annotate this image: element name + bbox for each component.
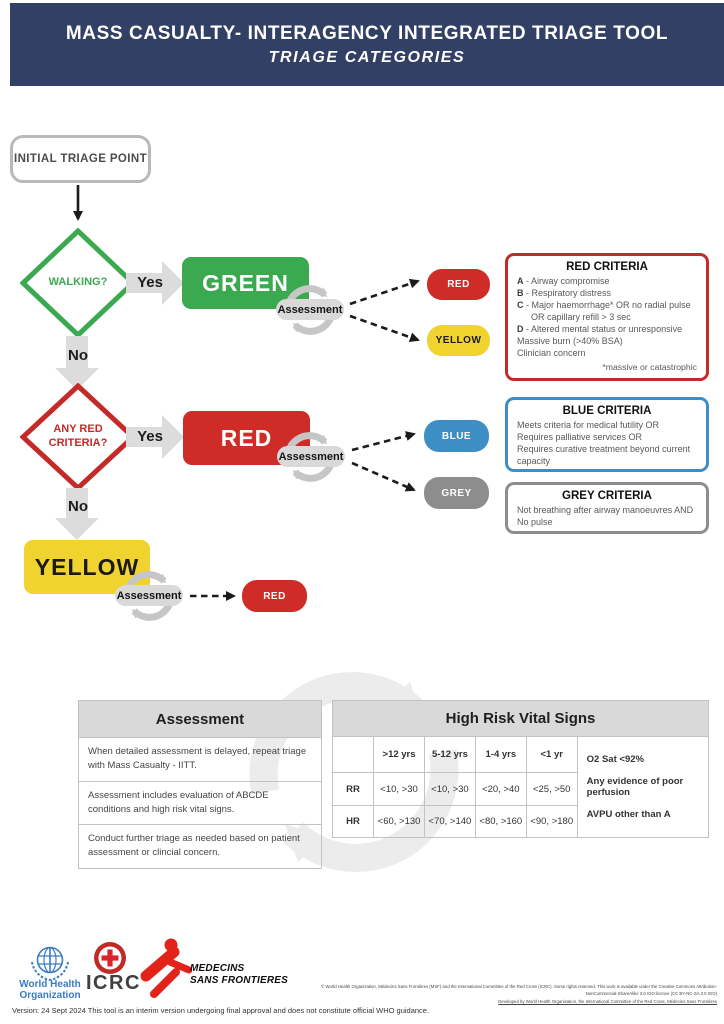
page-header	[10, 3, 724, 86]
criteria-text: - Major haemorrhage* OR no radial pulse	[523, 300, 691, 311]
criteria-text: OR capillary refill > 3 sec	[531, 312, 631, 323]
criteria-line: No pulse	[517, 517, 553, 528]
criteria-line	[517, 275, 697, 287]
red-outcome-pill: RED	[427, 269, 490, 300]
vitals-cell: <90, >180	[526, 805, 577, 837]
dashed-arrow-icon	[348, 312, 426, 350]
vitals-cell: <25, >50	[526, 773, 577, 805]
criteria-line: Requires palliative services OR	[517, 432, 643, 443]
initial-triage-point-label: INITIAL TRIAGE POINT	[13, 153, 147, 165]
blue-criteria-title: BLUE CRITERIA	[562, 405, 652, 417]
red-criteria-question-label	[30, 422, 126, 452]
criteria-text: - Respiratory distress	[523, 288, 612, 299]
page-subtitle: TRIAGE CATEGORIES	[268, 48, 466, 66]
msf-logo	[140, 936, 192, 1000]
table-row: Assessment includes evaluation of ABCDE conditions and high risk vital signs.	[79, 781, 321, 825]
who-text-line2: Organization	[19, 989, 81, 1001]
red-outcome-pill: RED	[242, 580, 307, 612]
criteria-line: Requires curative treatment beyond current capacity	[517, 444, 691, 467]
criteria-line	[517, 347, 697, 359]
criteria-line	[517, 323, 697, 335]
age-column-header: >12 yrs	[374, 737, 425, 773]
criteria-text: - Altered mental status or unresponsive	[523, 324, 683, 335]
assessment-label-3: Assessment	[115, 585, 183, 606]
table-row: When detailed assessment is delayed, repeat triage with Mass Casualty - IITT.	[79, 737, 321, 781]
vitals-cell: <10, >30	[424, 773, 475, 805]
initial-triage-point-node	[10, 135, 151, 183]
grey-criteria-box	[505, 482, 709, 534]
age-column-header: 1-4 yrs	[475, 737, 526, 773]
vitals-note: O2 Sat <92%	[586, 754, 644, 765]
criteria-line: Not breathing after airway manoeuvres AND	[517, 505, 694, 515]
grey-criteria-title: GREY CRITERIA	[562, 490, 652, 502]
red-category-box: RED	[183, 411, 310, 465]
vitals-corner-cell	[333, 737, 374, 773]
red-criteria-footnote: *massive or catastrophic	[602, 362, 697, 373]
msf-logo-text	[190, 963, 288, 986]
walking-question-label: WALKING?	[48, 276, 108, 289]
blue-criteria-box	[505, 397, 709, 472]
dashed-arrow-icon	[350, 424, 424, 456]
who-text-line1: World Health	[19, 979, 81, 990]
vital-signs-table-title: High Risk Vital Signs	[332, 700, 709, 736]
dashed-arrow-icon	[348, 268, 426, 310]
page-title: MASS CASUALTY- INTERAGENCY INTEGRATED TRIAGE TOOL	[65, 22, 669, 44]
criteria-line	[517, 299, 697, 311]
yellow-category-box: YELLOW	[24, 540, 150, 594]
vitals-row-label: HR	[333, 805, 374, 837]
criteria-letter: D	[517, 324, 524, 335]
age-column-header: 5-12 yrs	[424, 737, 475, 773]
green-category-box: GREEN	[182, 257, 309, 309]
red-criteria-question-line2: CRITERIA?	[48, 437, 108, 449]
no-label-2: No	[68, 498, 88, 515]
vitals-cell: <60, >130	[374, 805, 425, 837]
criteria-line: Meets criteria for medical futility OR	[517, 420, 660, 430]
icrc-logo-text: ICRC	[86, 972, 141, 994]
grey-outcome-pill: GREY	[424, 477, 489, 509]
yellow-outcome-pill: YELLOW	[427, 325, 490, 356]
age-column-header: <1 yr	[526, 737, 577, 773]
blue-outcome-pill: BLUE	[424, 420, 489, 452]
vitals-cell: <80, >160	[475, 805, 526, 837]
copyright-note	[305, 983, 717, 1005]
copyright-line2: Developed by World Health Organisation, the International Committee of the Red Cross, Médecins Sans Frontières	[498, 998, 717, 1004]
version-note: Version: 24 Sept 2024 This tool is an interim version undergoing final approval and does not constitute official WHO guidance.	[12, 1006, 430, 1015]
who-logo-text	[12, 980, 88, 1002]
vital-signs-table	[332, 700, 709, 838]
no-label-1: No	[68, 347, 88, 364]
criteria-letter: C	[517, 300, 524, 311]
vitals-cell: <20, >40	[475, 773, 526, 805]
vitals-cell: <70, >140	[424, 805, 475, 837]
assessment-label-1: Assessment	[276, 299, 344, 320]
table-row: Conduct further triage as needed based on patient assessment or clincial concern.	[79, 824, 321, 868]
assessment-table-title: Assessment	[79, 701, 321, 737]
criteria-text: Massive burn (>40% BSA)	[517, 336, 623, 347]
msf-text-line2: SANS FRONTIERES	[190, 974, 289, 986]
criteria-line	[517, 335, 697, 347]
dashed-arrow-icon	[188, 588, 242, 604]
criteria-line	[517, 311, 697, 323]
criteria-letter: A	[517, 276, 524, 286]
yes-label-2: Yes	[137, 428, 163, 445]
criteria-letter: B	[517, 288, 524, 299]
criteria-line	[517, 287, 697, 299]
assessment-info-table	[78, 700, 322, 869]
copyright-line1: © World Health Organization, Médecins Sans Frontières (MSF) and the International Committee of the Red Cross (ICRC). Some rights reserved. This work is available under the Creative Commons Attribution-NonCommercial-ShareAlike 3.0 IGO licence (CC BY-NC-SA 3.0 IGO)	[321, 984, 717, 997]
vitals-note: AVPU other than A	[586, 809, 671, 820]
assessment-label-2: Assessment	[277, 446, 345, 467]
red-criteria-title: RED CRITERIA	[566, 261, 648, 273]
red-criteria-question-line1: ANY RED	[53, 423, 103, 436]
vitals-cell: <10, >30	[374, 773, 425, 805]
msf-text-line1: MEDECINS	[190, 963, 245, 974]
red-criteria-box	[505, 253, 709, 381]
who-logo	[28, 942, 72, 984]
arrow-down-icon	[69, 185, 87, 229]
icrc-logo	[93, 941, 127, 975]
vitals-row-label: RR	[333, 773, 374, 805]
yes-label-1: Yes	[137, 274, 163, 291]
vitals-note: Any evidence of poor perfusion	[586, 776, 684, 798]
criteria-text: - Airway compromise	[523, 276, 610, 286]
vitals-notes-cell	[577, 737, 708, 838]
criteria-text: Clinician concern	[517, 348, 586, 359]
dashed-arrow-icon	[350, 458, 424, 498]
